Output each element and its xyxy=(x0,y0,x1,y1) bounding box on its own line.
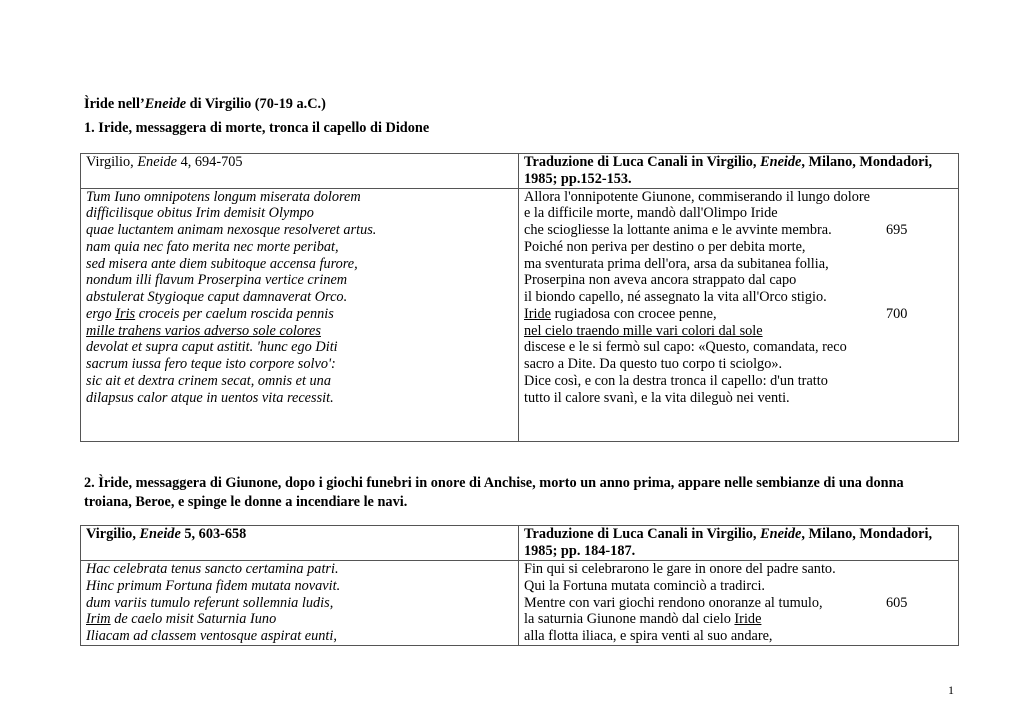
line-number: 700 xyxy=(886,305,908,322)
verse-text: sed misera ante diem subitoque accensa furore, xyxy=(86,255,358,272)
verse-line xyxy=(524,189,953,206)
verse-line xyxy=(524,205,953,222)
table-cell xyxy=(81,188,519,441)
verse-line xyxy=(524,356,953,373)
verse-line xyxy=(524,222,953,239)
verse-text: nondum illi flavum Proserpina vertice crinem xyxy=(86,272,348,289)
verse-line xyxy=(86,390,513,407)
verse-line xyxy=(86,222,513,239)
verse-text: abstulerat Stygioque caput damnaverat Orco. xyxy=(86,289,348,305)
verse-line xyxy=(524,256,953,273)
table-cell xyxy=(519,188,959,441)
verse-text: e la difficile morte, mandò dall'Olimpo Iride xyxy=(524,205,778,222)
verse-text: Hinc primum Fortuna fidem mutata novavit. xyxy=(86,577,341,594)
column-header xyxy=(524,154,953,188)
verse-line xyxy=(524,339,953,356)
verse-line xyxy=(524,373,953,390)
section-heading: troiana, Beroe, e spinge le donne a incendiare le navi. xyxy=(84,494,408,510)
column-header xyxy=(86,526,513,543)
verse-text: alla flotta iliaca, e spira venti al suo andare, xyxy=(524,628,773,644)
page-number: 1 xyxy=(948,683,954,697)
verse-text: Tum Iuno omnipotens longum miserata dolorem xyxy=(86,188,361,205)
work-title: Eneide xyxy=(760,526,802,542)
verse-line xyxy=(524,578,953,595)
verse-text: sacrum iussa fero teque isto corpore solvo': xyxy=(86,356,336,372)
verse-text: sic ait et dextra crinem secat, omnis et una xyxy=(86,372,331,389)
verse-line xyxy=(86,611,513,628)
section-heading: 1. Iride, messaggera di morte, tronca il capello di Didone xyxy=(84,120,430,136)
verse-text: quae luctantem animam nexosque resolveret artus. xyxy=(86,222,377,238)
verse-line xyxy=(524,561,953,578)
table-cell xyxy=(81,154,519,189)
verse-text: Hac celebrata tenus sancto certamina patri. xyxy=(86,561,339,577)
verse-line xyxy=(86,578,513,595)
verse-table xyxy=(80,525,959,646)
title-work: Eneide xyxy=(144,96,187,112)
table-cell xyxy=(519,561,959,646)
verse-text: Proserpina non aveva ancora strappato dal capo xyxy=(524,272,797,289)
verse-line xyxy=(86,356,513,373)
verse-line xyxy=(524,390,953,407)
underlined-text: nel cielo traendo mille vari colori dal sole xyxy=(524,322,763,339)
table-cell xyxy=(81,526,519,561)
title-text-end: di Virgilio (70-19 a.C.) xyxy=(186,96,326,112)
verse-line xyxy=(524,323,953,340)
line-number: 605 xyxy=(886,594,908,611)
verse-text: de caelo misit Saturnia Iuno xyxy=(110,611,277,628)
header-text: Traduzione di Luca Canali in Virgilio, xyxy=(524,526,761,542)
verse-line xyxy=(86,339,513,356)
column-header xyxy=(524,526,953,560)
verse-text: ma sventurata prima dell'ora, arsa da subitanea follia, xyxy=(524,255,829,272)
document-title xyxy=(84,96,326,113)
verse-text: ergo xyxy=(86,305,116,322)
verse-text: Mentre con vari giochi rendono onoranze al tumulo, xyxy=(524,594,823,611)
work-title: Eneide xyxy=(137,154,178,170)
title-text: Ìride nell’ xyxy=(84,96,145,112)
header-text: 5, 603-658 xyxy=(180,526,247,542)
verse-text: tutto il calore svanì, e la vita dileguò nei venti. xyxy=(524,389,790,406)
header-text: Virgilio, xyxy=(86,154,138,170)
verse-text: Fin qui si celebrarono le gare in onore del padre santo. xyxy=(524,561,836,577)
verse-line xyxy=(86,595,513,612)
verse-line xyxy=(524,628,953,645)
verse-line xyxy=(86,205,513,222)
verse-line xyxy=(86,323,513,340)
header-text: Virgilio, xyxy=(86,526,140,542)
table-cell xyxy=(519,526,959,561)
verse-line xyxy=(524,239,953,256)
verse-line xyxy=(524,272,953,289)
verse-line xyxy=(524,289,953,306)
verse-text: la saturnia Giunone mandò dal cielo xyxy=(524,611,735,628)
underlined-text: Iride xyxy=(524,305,551,322)
verse-line xyxy=(86,272,513,289)
verse-line xyxy=(524,306,953,323)
verse-text: nam quia nec fato merita nec morte peribat, xyxy=(86,238,339,255)
verse-text: che sciogliesse la lottante anima e le avvinte membra. xyxy=(524,222,832,238)
verse-text: croceis per caelum roscida pennis xyxy=(135,305,334,322)
underlined-text: Iris xyxy=(115,305,136,322)
verse-line xyxy=(86,373,513,390)
verse-line xyxy=(86,561,513,578)
header-text: , Milano, Mondadori, 1985; pp.152-153. xyxy=(524,154,933,187)
work-title: Eneide xyxy=(139,526,181,542)
verse-text: sacro a Dite. Da questo tuo corpo ti sciolgo». xyxy=(524,356,783,372)
verse-line xyxy=(86,189,513,206)
verse-text: dum variis tumulo referunt sollemnia ludis, xyxy=(86,594,334,611)
table-cell xyxy=(519,154,959,189)
header-text: 4, 694-705 xyxy=(177,154,243,170)
verse-line xyxy=(86,306,513,323)
verse-text: il biondo capello, né assegnato la vita all'Orco stigio. xyxy=(524,289,827,305)
verse-text: Poiché non periva per destino o per debita morte, xyxy=(524,238,806,255)
table-cell xyxy=(81,561,519,646)
verse-line xyxy=(524,611,953,628)
verse-text: rugiadosa con crocee penne, xyxy=(551,305,717,322)
column-header xyxy=(86,154,513,171)
verse-text: Allora l'onnipotente Giunone, commiserando il lungo dolore xyxy=(524,188,871,205)
verse-text: Dice così, e con la destra tronca il capello: d'un tratto xyxy=(524,372,828,389)
verse-line xyxy=(86,628,513,645)
section-heading: 2. Ìride, messaggera di Giunone, dopo i giochi funebri in onore di Anchise, morto un anno prima, appare nelle sembianze di una donna xyxy=(84,475,904,491)
underlined-text: Iride xyxy=(734,611,762,628)
verse-table xyxy=(80,153,959,442)
line-number: 695 xyxy=(886,222,908,238)
verse-line xyxy=(86,239,513,256)
verse-text: Qui la Fortuna mutata cominciò a tradirci. xyxy=(524,577,765,594)
verse-text: difficilisque obitus Irim demisit Olympo xyxy=(86,205,314,222)
verse-line xyxy=(524,595,953,612)
header-text: Traduzione di Luca Canali in Virgilio, xyxy=(524,154,761,170)
verse-text: discese e le si fermò sul capo: «Questo, comandata, reco xyxy=(524,339,847,356)
underlined-text: mille trahens varios adverso sole colores xyxy=(86,322,321,339)
work-title: Eneide xyxy=(760,154,802,170)
verse-line xyxy=(86,256,513,273)
underlined-text: Irim xyxy=(86,611,111,628)
verse-text: dilapsus calor atque in uentos vita recessit. xyxy=(86,389,334,406)
verse-text: devolat et supra caput astitit. 'hunc ego Diti xyxy=(86,339,338,356)
verse-text: Iliacam ad classem ventosque aspirat eunti, xyxy=(86,628,337,644)
header-text: , Milano, Mondadori, 1985; pp. 184-187. xyxy=(524,526,933,559)
verse-line xyxy=(86,289,513,306)
